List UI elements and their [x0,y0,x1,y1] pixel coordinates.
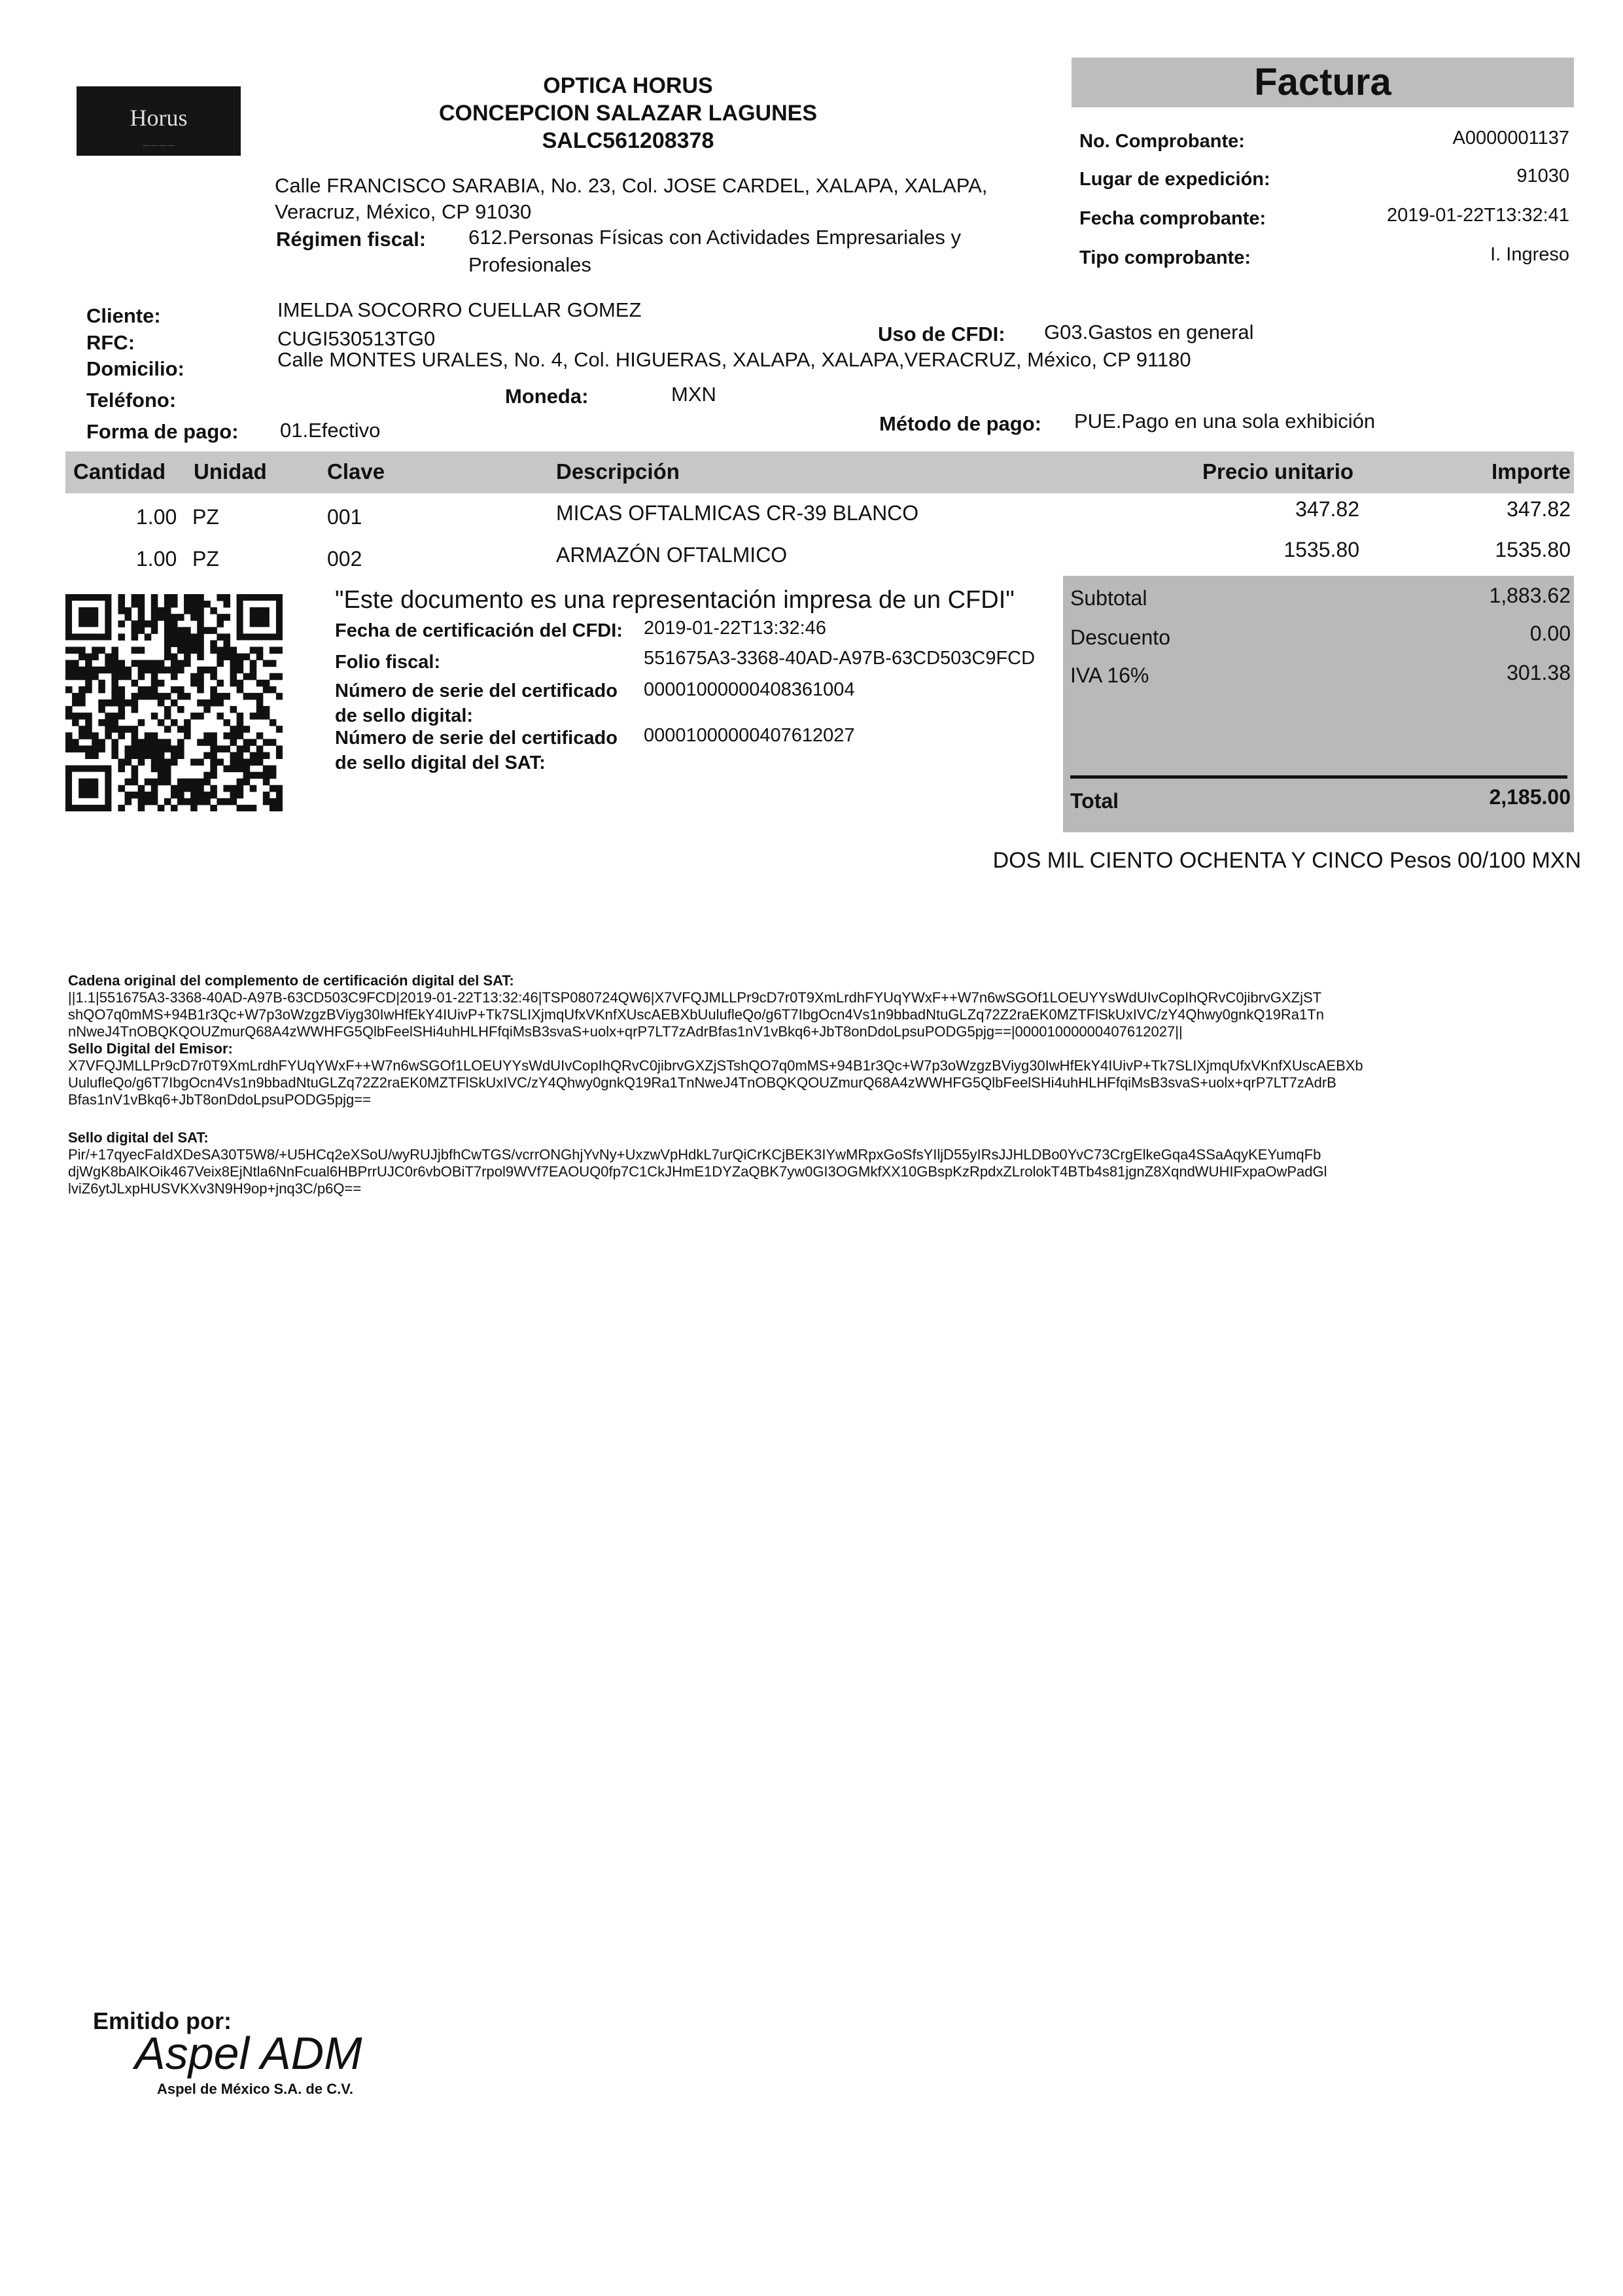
issuer-address-line1: Calle FRANCISCO SARABIA, No. 23, Col. JOSE CARDEL, XALAPA, XALAPA, [275,174,988,197]
sello-sat-line1: Pir/+17qyecFaIdXDeSA30T5W8/+U5HCq2eXSoU/wyRUJjbfhCwTGS/vcrrONGhjYvNy+UxzwVpHdkL7urQiCrKCjBEK3IYwMRpxGoSfsYIljD55yIRsJJHLDBo0YvC73CrgElkeGqa4SSaAqyKEYumqFb [68,1146,1321,1163]
col-importe: Importe [1491,459,1571,484]
folio-fiscal-label: Folio fiscal: [335,652,441,673]
qr-code [65,594,283,811]
serie-sat-value: 00001000000407612027 [644,725,855,746]
subtotal-label: Subtotal [1070,586,1147,610]
logo-tagline: — — — — [143,142,175,149]
issuer-rfc: SALC561208378 [542,128,714,153]
row1-descripcion: MICAS OFTALMICAS CR-39 BLANCO [556,501,919,525]
tipo-value: I. Ingreso [1490,244,1569,265]
iva-value: 301.38 [1507,661,1571,684]
moneda-label: Moneda: [505,385,589,408]
no-comprobante-label: No. Comprobante: [1079,131,1245,152]
cliente-label: Cliente: [86,304,161,327]
total-value: 2,185.00 [1489,785,1571,809]
sello-sat-line3: lviZ6ytJLxpHUSVKXv3N9H9op+jnq3C/p6Q== [68,1180,362,1197]
document-title: Factura [1254,61,1391,103]
row2-descripcion: ARMAZÓN OFTALMICO [556,543,788,567]
fecha-cert-value: 2019-01-22T13:32:46 [644,618,826,639]
issuer-address-line2: Veracruz, México, CP 91030 [275,200,532,223]
lugar-label: Lugar de expedición: [1079,169,1270,190]
telefono-label: Teléfono: [86,389,177,412]
domicilio-label: Domicilio: [86,357,184,380]
row2-precio: 1535.80 [1283,538,1359,561]
serie-sat-label-line1: Número de serie del certificado [335,728,618,749]
row2-clave: 002 [327,547,362,571]
sello-emisor-label: Sello Digital del Emisor: [68,1040,233,1057]
folio-fiscal-value: 551675A3-3368-40AD-A97B-63CD503C9FCD [644,648,1036,669]
sello-sat-label: Sello digital del SAT: [68,1129,209,1146]
col-descripcion: Descripción [556,459,680,484]
cadena-original-line1: ||1.1|551675A3-3368-40AD-A97B-63CD503C9FCD|2019-01-22T13:32:46|TSP080724QW6|X7VFQJMLLPr9cD7r0T9XmLrdhFYUqYWxF++W7n6wSGOf1LOEUYYsWdUIvCopIhQRvC0jibrvGXZjST [68,989,1322,1006]
row2-cantidad: 1.00 [136,547,177,571]
sello-emisor-line1: X7VFQJMLLPr9cD7r0T9XmLrdhFYUqYWxF++W7n6wSGOf1LOEUYYsWdUIvCopIhQRvC0jibrvGXZjSTshQO7q0mMS+94B1r3Qc+W7p3oWzgzBViyg30IwHfEkY4IUivP+Tk7SLIXjmqUfxVKnfXUscAEBXb [68,1057,1363,1074]
tipo-label: Tipo comprobante: [1079,247,1251,268]
row1-precio: 347.82 [1295,497,1359,521]
fecha-value: 2019-01-22T13:32:41 [1387,205,1569,226]
descuento-value: 0.00 [1529,622,1571,645]
total-en-letra: DOS MIL CIENTO OCHENTA Y CINCO Pesos 00/100 MXN [992,848,1581,873]
issuer-name: OPTICA HORUS [543,73,713,98]
row2-importe: 1535.80 [1495,538,1571,561]
logo-text: Horus [130,105,188,131]
domicilio-value: Calle MONTES URALES, No. 4, Col. HIGUERAS, XALAPA, XALAPA,VERACRUZ, México, CP 91180 [277,348,1191,371]
cadena-original-label: Cadena original del complemento de certificación digital del SAT: [68,972,514,989]
serie-sat-label-line2: de sello digital del SAT: [335,752,546,773]
row1-unidad: PZ [192,505,219,529]
forma-pago-label: Forma de pago: [86,420,239,443]
aspel-logo: Aspel ADM [135,2028,362,2079]
aspel-company: Aspel de México S.A. de C.V. [157,2081,353,2097]
iva-label: IVA 16% [1070,663,1149,687]
row1-importe: 347.82 [1507,497,1571,521]
no-comprobante-value: A0000001137 [1452,128,1569,149]
rfc-value: CUGI530513TG0 [277,327,436,350]
regimen-label: Régimen fiscal: [276,228,427,251]
sello-emisor-line2: UulufleQo/g6T7IbgOcn4Vs1n9bbadNtuGLZq72Z2raEK0MZTFlSkUxIVC/zY4Qhwy0gnkQ19Ra1TnNweJ4TnOBQKQOUZmurQ68A4zWWHFG5QlbFeelSHi4uhHLHFfqiMsB3svaS+uolx+qrP7LT7zAdrB [68,1074,1336,1091]
row2-unidad: PZ [192,547,219,571]
descuento-label: Descuento [1070,626,1170,649]
fecha-cert-label: Fecha de certificación del CFDI: [335,620,623,641]
cfdi-representacion: "Este documento es una representación impresa de un CFDI" [335,586,1015,614]
moneda-value: MXN [671,383,716,406]
col-cantidad: Cantidad [73,459,166,484]
row1-cantidad: 1.00 [136,505,177,529]
row1-clave: 001 [327,505,362,529]
col-unidad: Unidad [194,459,267,484]
sello-sat-line2: djWgK8bAlKOik467Veix8EjNtla6NnFcual6HBPrrUJC0r6vbOBiT7rpol9WVf7EAOUQ0fp7C1CkJHmE1DYZaQBK7yw0GI3OGMkfXX10GBspKzRpdxZLrolokT4BTb4s81jgnZ8XqndWUHIFxpaOwPadGl [68,1163,1327,1180]
regimen-value-line2: Profesionales [468,253,591,276]
fecha-label: Fecha comprobante: [1079,208,1266,229]
serie-cert-label-line2: de sello digital: [335,705,474,726]
cliente-value: IMELDA SOCORRO CUELLAR GOMEZ [277,298,642,321]
col-clave: Clave [327,459,385,484]
metodo-pago-label: Método de pago: [879,412,1041,435]
cadena-original-line2: shQO7q0mMS+94B1r3Qc+W7p3oWzgzBViyg30IwHfEkY4IUivP+Tk7SLIXjmqUfxVKnfXUscAEBXbUulufleQo/g6T7IbgOcn4Vs1n9bbadNtuGLZq72Z2raEK0MZTFlSkUxIVC/zY4Qhwy0gnkQ19Ra1Tn [68,1006,1324,1023]
total-label: Total [1070,789,1119,813]
serie-cert-value: 00001000000408361004 [644,679,855,700]
rfc-label: RFC: [86,331,135,354]
col-precio-unitario: Precio unitario [1202,459,1354,484]
sello-emisor-line3: Bfas1nV1vBkq6+JbT8onDdoLpsuPODG5pjg== [68,1091,371,1108]
cadena-original-line3: nNweJ4TnOBQKQOUZmurQ68A4zWWHFG5QlbFeelSHi4uhHLHFfqiMsB3svaS+uolx+qrP7LT7zAdrBfas1nV1vBkq6+JbT8onDdoLpsuPODG5pjg==|00001000000407612027|| [68,1023,1183,1040]
forma-pago-value: 01.Efectivo [280,419,381,442]
company-logo [77,86,241,156]
regimen-value-line1: 612.Personas Físicas con Actividades Empresariales y [468,226,961,249]
uso-cfdi-value: G03.Gastos en general [1044,321,1254,344]
emitido-por-label: Emitido por: [93,2007,232,2034]
metodo-pago-value: PUE.Pago en una sola exhibición [1074,410,1376,433]
uso-cfdi-label: Uso de CFDI: [878,323,1005,345]
serie-cert-label-line1: Número de serie del certificado [335,680,618,701]
lugar-value: 91030 [1516,166,1569,186]
totals-divider [1070,775,1567,779]
issuer-owner: CONCEPCION SALAZAR LAGUNES [438,101,818,126]
subtotal-value: 1,883.62 [1489,584,1571,607]
